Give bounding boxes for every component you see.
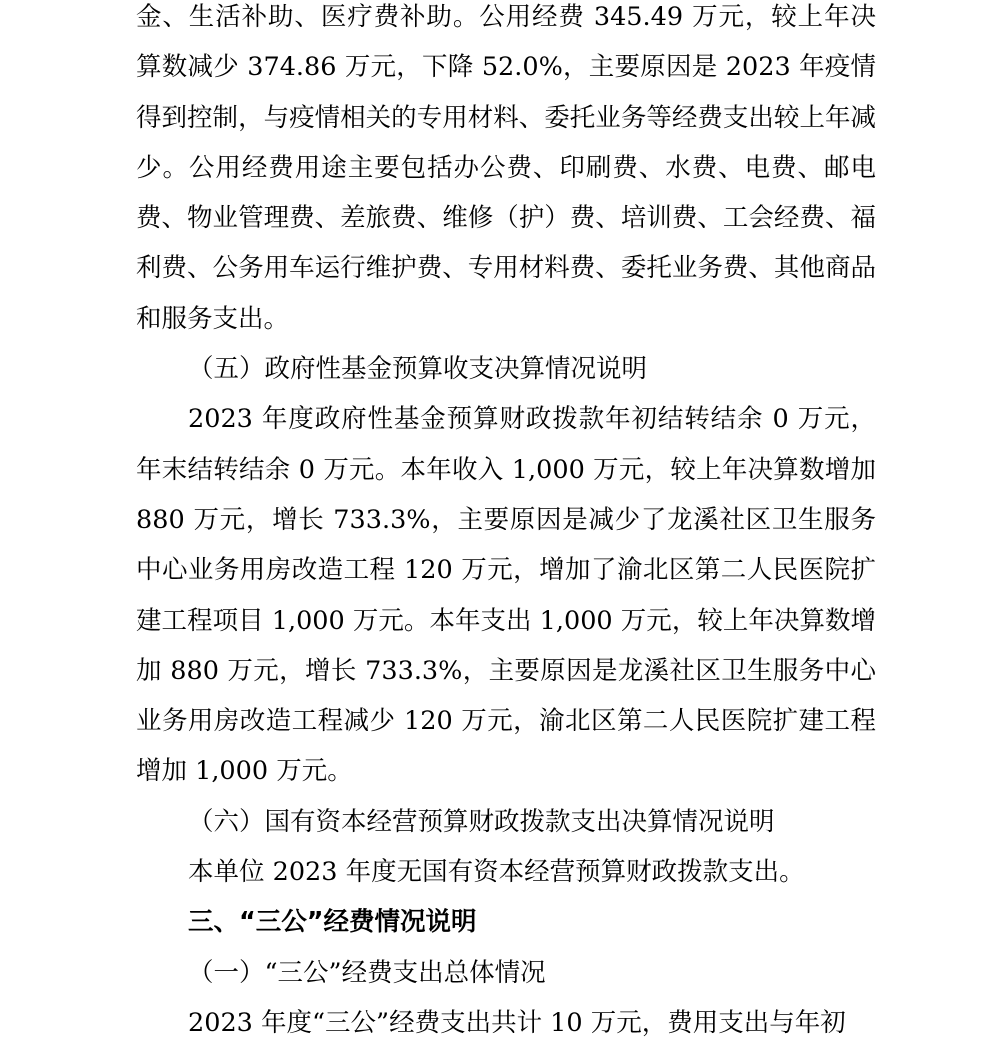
paragraph-public-expenses: 金、生活补助、医疗费补助。公用经费 345.49 万元，较上年决算数减少 374.86 万元，下降 52.0%，主要原因是 2023 年疫情得到控制，与疫情相关的专用材料、委托业务等经费支出较上年减少。公用经费用途主要包括办公费、印刷费、水费、电费、邮电费、物业管理费、差旅费、维修（护）费、培训费、工会经费、福利费、公务用车运行维护费、专用材料费、委托业务费、其他商品和服务支出。 — [136, 2, 876, 334]
document-page — [136, 0, 876, 1048]
section-heading-state-capital: （六）国有资本经营预算财政拨款支出决算情况说明 — [188, 806, 775, 837]
section-heading-government-fund: （五）政府性基金预算收支决算情况说明 — [188, 354, 648, 385]
paragraph-state-capital: 本单位 2023 年度无国有资本经营预算财政拨款支出。 — [188, 857, 805, 888]
paragraph-government-fund: 2023 年度政府性基金预算财政拨款年初结转结余 0 万元，年末结转结余 0 万元。本年收入 1,000 万元，较上年决算数增加 880 万元，增长 733.3%，主要原因是减少了龙溪社区卫生服务中心业务用房改造工程 120 万元，增加了渝北区第二人民医院扩建工程项目 1,000 万元。本年支出 1,000 万元，较上年决算数增加 880 万元，增长 733.3%，主要原因是龙溪社区卫生服务中心业务用房改造工程减少 120 万元，渝北区第二人民医院扩建工程增加 1,000 万元。 — [136, 404, 876, 787]
subsection-heading-three-public-overall: （一）“三公”经费支出总体情况 — [188, 957, 546, 988]
section-heading-three-public: 三、“三公”经费情况说明 — [188, 907, 477, 938]
paragraph-three-public-overall: 2023 年度“三公”经费支出共计 10 万元，费用支出与年初 — [188, 1007, 846, 1038]
